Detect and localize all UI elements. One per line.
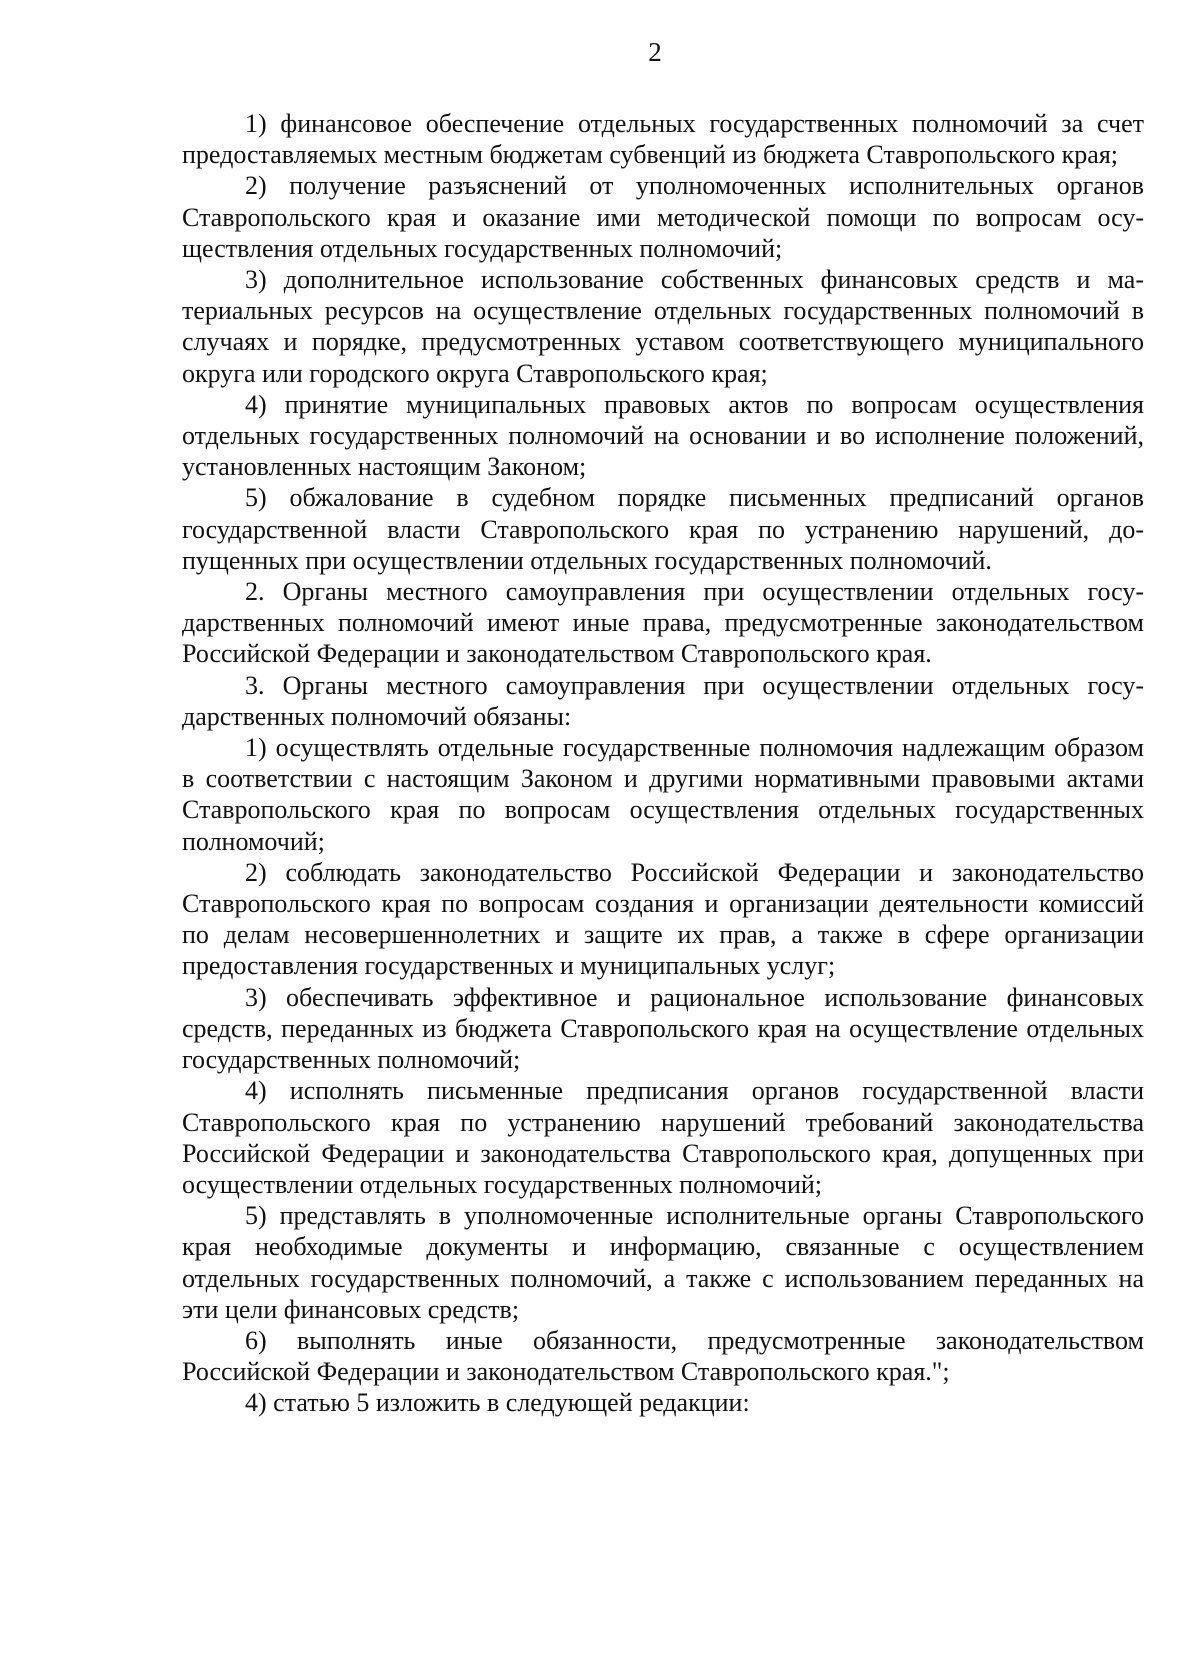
clause-3: 3. Органы местного самоуправления при осуществлении отдельных государственных полномочий обязаны: bbox=[182, 670, 1144, 731]
paragraph-1-item-4: 4) принятие муниципальных правовых актов по вопросам осуществления отдельных государственных полномочий на основании и во исполнение положений, установленных настоящим Законом; bbox=[182, 389, 1144, 482]
clause-3-item-2: 2) соблюдать законодательство Российской Федерации и законодательство Ставропольского края по вопросам создания и организации деятельности комиссий по делам несовершеннолетних и защите их прав, а также в сфере организации предоставления государственных и муниципальных услуг; bbox=[182, 857, 1144, 981]
clause-3-item-1: 1) осуществлять отдельные государственные полномочия надлежащим образом в соответствии с настоящим Законом и другими нормативными правовыми актами Ставропольского края по вопросам осуществления отдельных государственных полномочий; bbox=[182, 733, 1144, 856]
clause-3-item-6: 6) выполнять иные обязанности, предусмотренные законодательством Российской Федерации и законодательством Ставропольского края."; bbox=[182, 1325, 1144, 1387]
clause-3-item-3: 3) обеспечивать эффективное и рациональное использование финансовых средств, переданных из бюджета Ставропольского края на осуществление отдельных государственных полномочий; bbox=[182, 982, 1144, 1075]
paragraph-1-item-1: 1) финансовое обеспечение отдельных государственных полномочий за счет предоставляемых местным бюджетам субвенций из бюджета Ставропольского края; bbox=[182, 109, 1144, 170]
amendment-item-4: 4) статью 5 изложить в следующей редакции: bbox=[245, 1388, 750, 1418]
clause-3-item-4: 4) исполнять письменные предписания органов государственной власти Ставропольского края по устранению нарушений требований законодательства Российской Федерации и законодательства Ставропольского края, допущенных при осуществлении отдельных государственных полномочий; bbox=[182, 1076, 1144, 1199]
paragraph-1-item-5: 5) обжалование в судебном порядке письменных предписаний органов государственной власти Ставропольского края по устранению нарушений, допущенных при осуществлении отдельных государственных полномочий. bbox=[182, 483, 1144, 575]
document-body bbox=[182, 108, 1144, 1419]
paragraph-1-item-3: 3) дополнительное использование собственных финансовых средств и материальных ресурсов на осуществление отдельных государственных полномочий в случаях и порядке, предусмотренных уставом соответствующего муниципального округа или городского округа Ставропольского края; bbox=[182, 265, 1144, 388]
page-number: 2 bbox=[648, 37, 662, 67]
paragraph-1-item-2: 2) получение разъяснений от уполномоченных исполнительных органов Ставропольского края и оказание ими методической помощи по вопросам осуществления отдельных государственных полномочий; bbox=[182, 171, 1144, 263]
clause-2: 2. Органы местного самоуправления при осуществлении отдельных государственных полномочий имеют иные права, предусмотренные законодательством Российской Федерации и законодательством Ставропольского края. bbox=[182, 577, 1144, 669]
clause-3-item-5: 5) представлять в уполномоченные исполнительные органы Ставропольского края необходимые документы и информацию, связанные с осуществлением отдельных государственных полномочий, а также с использованием переданных на эти цели финансовых средств; bbox=[182, 1201, 1144, 1324]
